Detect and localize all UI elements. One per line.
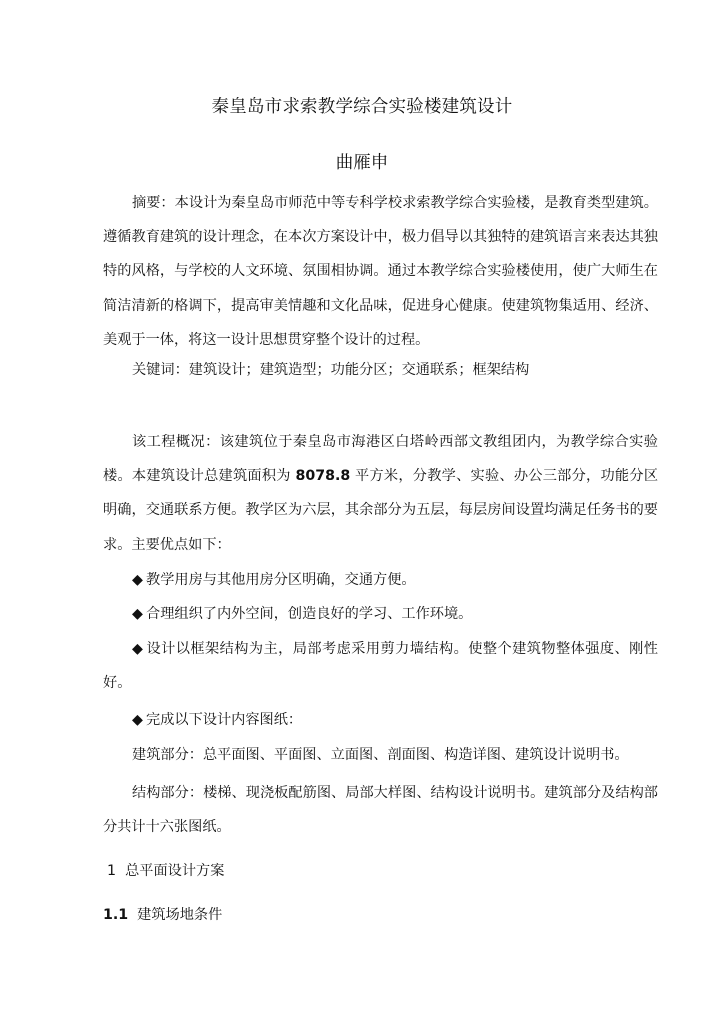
overview-area-value: 8078.8: [295, 468, 351, 485]
section-heading-1: [107, 861, 224, 881]
section-number: 1: [107, 863, 117, 879]
section-heading-1-1: [103, 905, 222, 925]
bullet-item: [103, 563, 658, 597]
section-title: 建筑场地条件: [137, 907, 223, 923]
diamond-bullet-icon: ◆: [132, 712, 143, 728]
diamond-bullet-icon: ◆: [132, 641, 143, 657]
section-number: 1.1: [103, 907, 129, 923]
overview-text-before: 该工程概况：该建筑位于秦皇岛市海港区白塔岭西部文教组团内，为教学综合实验楼。本建筑设计总建筑面积为: [103, 434, 658, 485]
overview-text-after: 平方米，分教学、实验、办公三部分，功能分区明确，交通联系方便。教学区为六层，其余部分为五层，每层房间设置均满足任务书的要求。主要优点如下：: [103, 468, 659, 553]
section-title: 总平面设计方案: [125, 863, 225, 879]
architecture-part: 建筑部分：总平面图、平面图、立面图、剖面图、构造详图、建筑设计说明书。: [132, 747, 629, 763]
overview-paragraph: [103, 425, 658, 562]
abstract-paragraph: 摘要：本设计为秦皇岛市师范中等专科学校求索教学综合实验楼，是教育类型建筑。遵循教育建筑的设计理念，在本次方案设计中，极力倡导以其独特的建筑语言来表达其独特的风格，与学校的人文环境、氛围相协调。通过本教学综合实验楼使用，使广大师生在简洁清新的格调下，提高审美情趣和文化品味，促进身心健康。使建筑物集适用、经济、美观于一体，将这一设计思想贯穿整个设计的过程。: [103, 195, 658, 348]
author-name: 曲雁申: [335, 153, 389, 173]
structure-part: 结构部分：楼梯、现浇板配筋图、局部大样图、结构设计说明书。建筑部分及结构部分共计十六张图纸。: [103, 785, 658, 836]
bullet-text: 设计以框架结构为主，局部考虑采用剪力墙结构。使整个建筑物整体强度、刚性好。: [103, 641, 658, 692]
bullet-text: 完成以下设计内容图纸：: [146, 712, 303, 728]
bullet-item: [103, 597, 658, 631]
keywords-line: 关键词：建筑设计；建筑造型；功能分区；交通联系；框架结构: [132, 362, 530, 378]
diamond-bullet-icon: ◆: [132, 606, 143, 622]
bullet-item: [103, 632, 658, 700]
bullet-item: [103, 703, 658, 737]
bullet-text: 教学用房与其他用房分区明确，交通方便。: [146, 572, 416, 588]
bullet-text: 合理组织了内外空间，创造良好的学习、工作环境。: [146, 606, 473, 622]
diamond-bullet-icon: ◆: [132, 572, 143, 588]
document-title: 秦皇岛市求索教学综合实验楼建筑设计: [211, 97, 513, 117]
